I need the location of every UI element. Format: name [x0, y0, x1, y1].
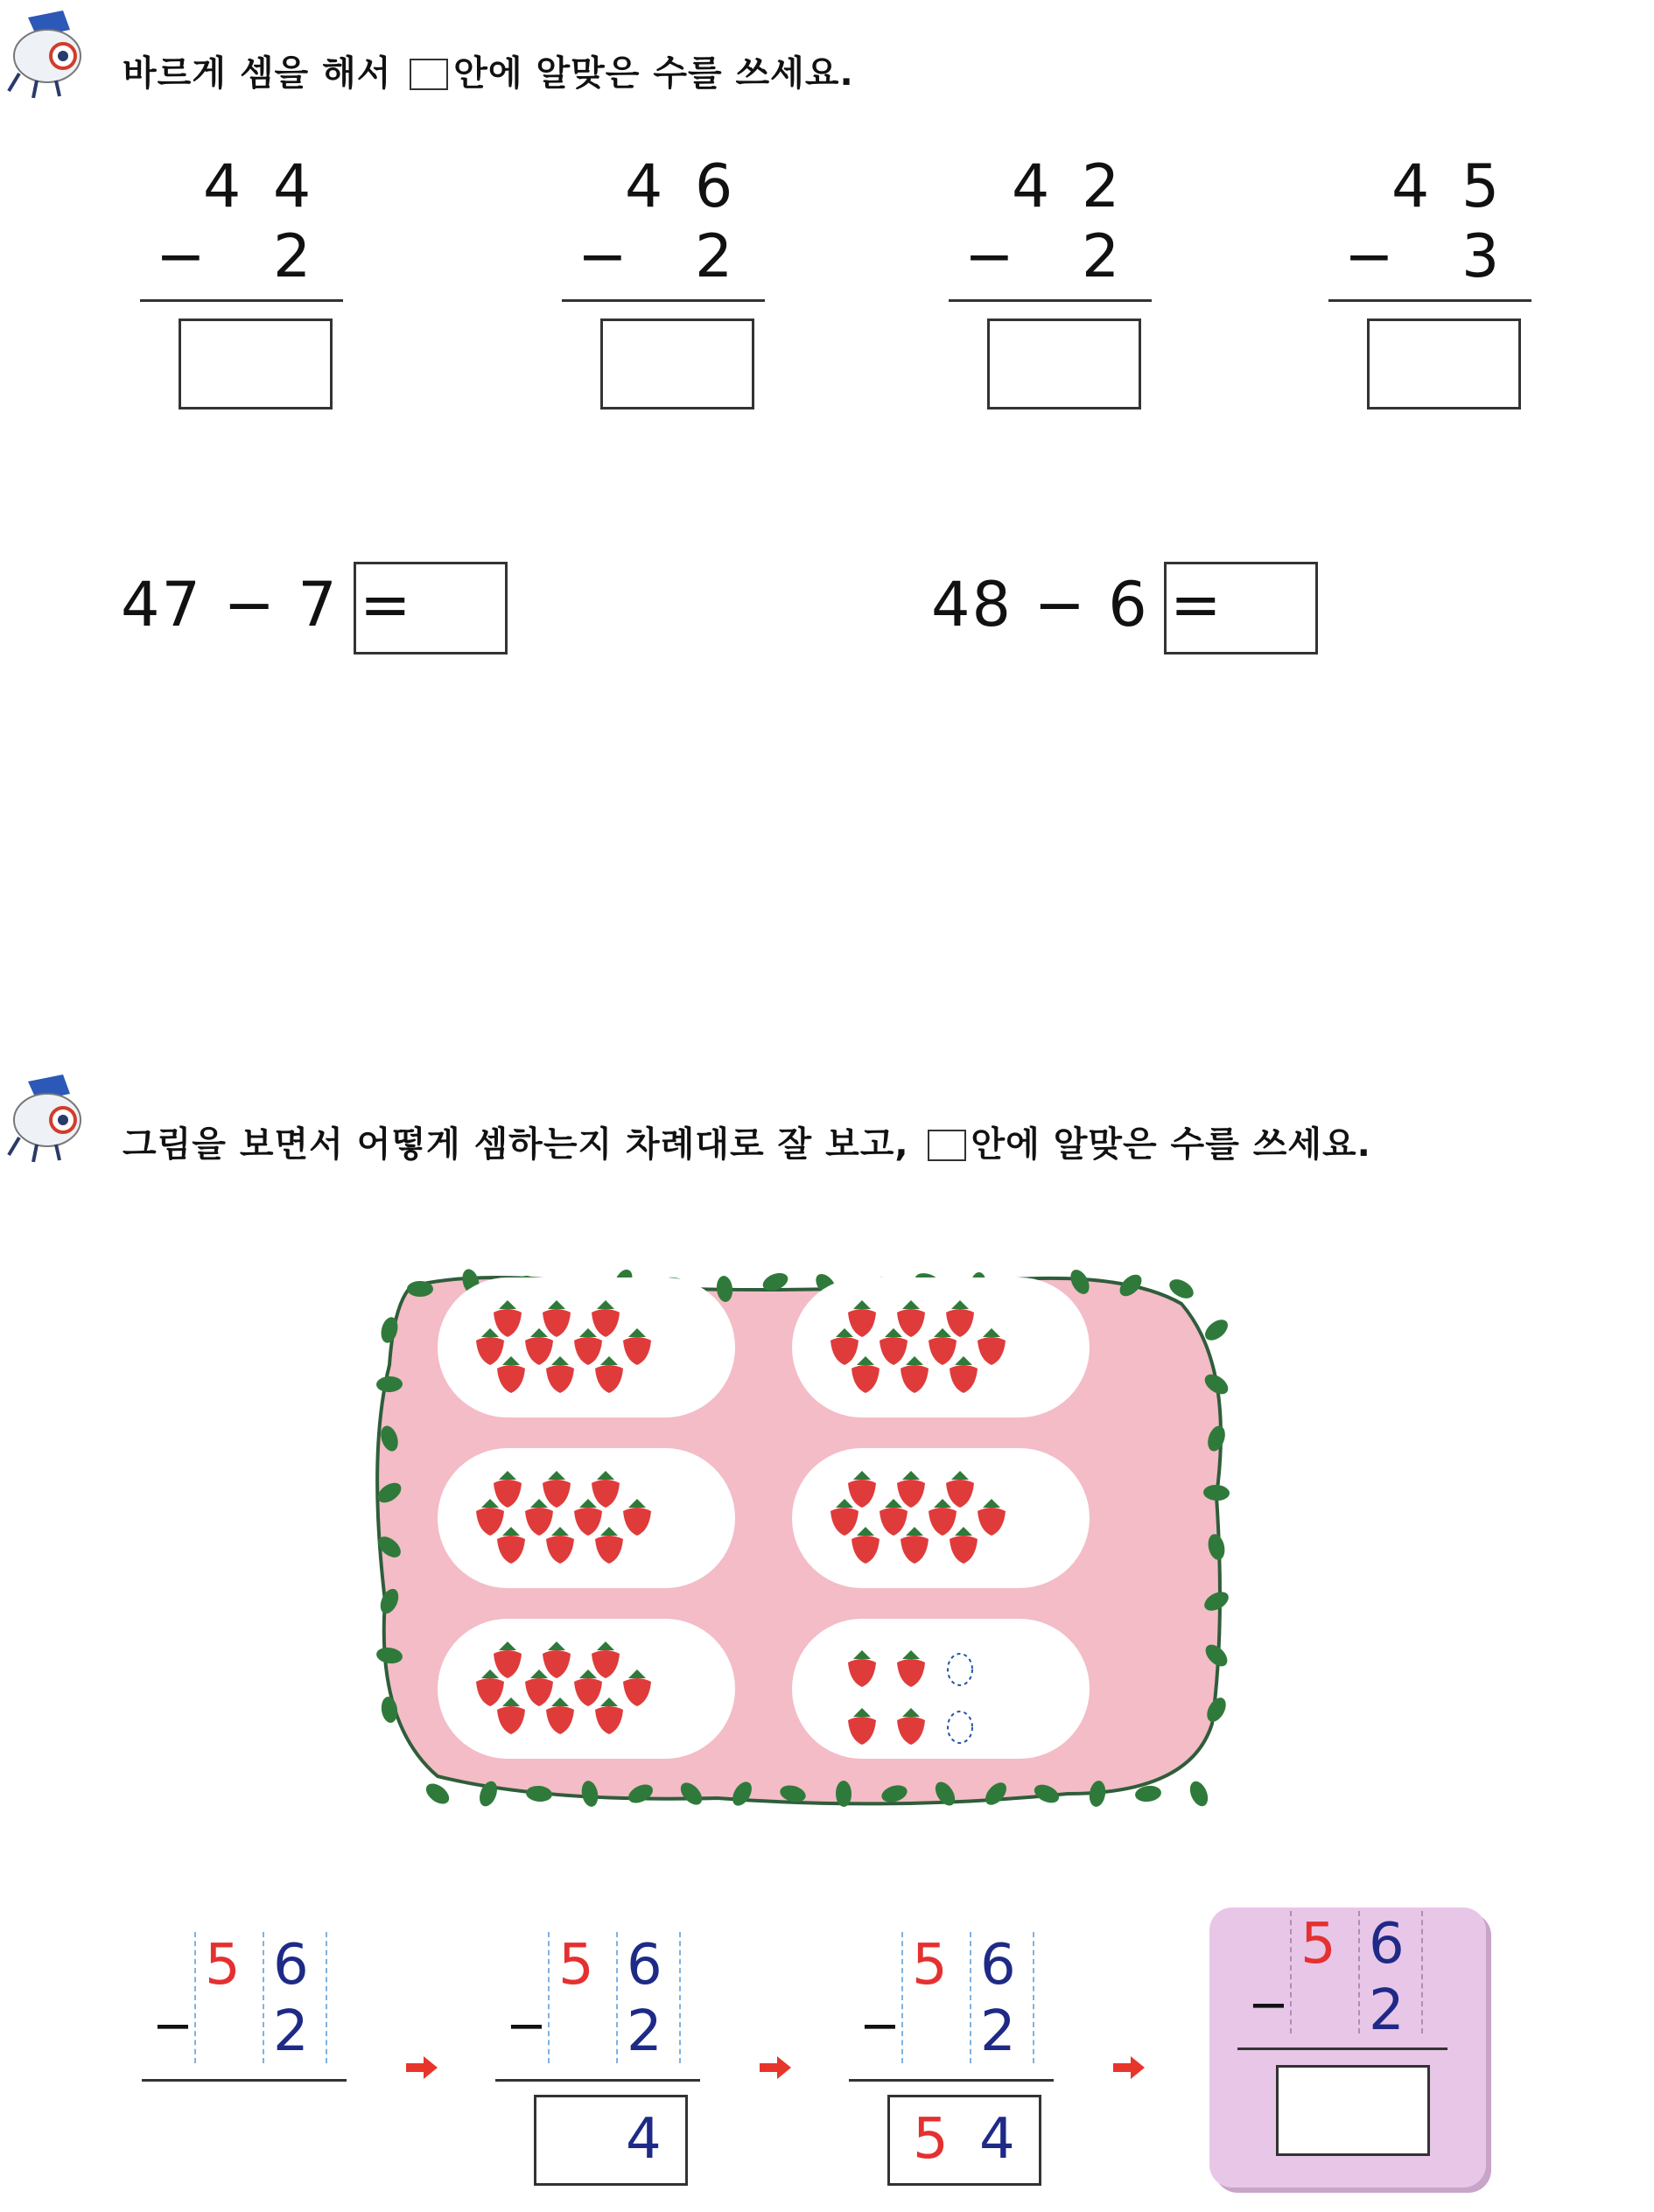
vertical-problem-3 [949, 152, 1159, 420]
answer-ones-digit: 4 [979, 2107, 1015, 2172]
equation-text: 48 − 6 = [931, 569, 1223, 640]
mascot-icon [2, 10, 98, 98]
answer-box[interactable] [534, 2095, 688, 2186]
tens-digit: 4 [203, 152, 242, 221]
minus-sign: − [1248, 1977, 1289, 2034]
subtrahend-digit: 2 [627, 1999, 662, 2064]
mascot-icon [2, 1074, 98, 1162]
subtrahend-digit: 2 [695, 222, 733, 291]
subtrahend-digit: 2 [273, 1999, 309, 2064]
leaf-icon [407, 1281, 433, 1297]
subtrahend-digit: 2 [1082, 222, 1120, 291]
final-problem [1236, 1911, 1463, 2191]
arrow-right-icon [1111, 2054, 1146, 2081]
ones-digit: 2 [1082, 152, 1120, 221]
instruction-text: 바르게 셈을 해서 [123, 53, 392, 94]
ones-digit: 6 [627, 1933, 662, 1998]
leaf-icon [423, 1780, 453, 1808]
ones-digit: 4 [273, 152, 312, 221]
answer-line [495, 2079, 700, 2082]
equation-text: 47 − 7 = [121, 569, 413, 640]
vertical-problem-4 [1328, 152, 1538, 420]
tens-digit: 4 [1012, 152, 1050, 221]
subtrahend-digit: 2 [1369, 1978, 1405, 2043]
horizontal-problem-2 [931, 560, 1334, 656]
column-guide [970, 1932, 971, 2063]
instruction-text: 안에 알맞은 수를 쓰세요. [453, 53, 854, 94]
answer-box[interactable] [987, 318, 1141, 410]
vertical-problem-1 [140, 152, 350, 420]
horizontal-problem-1 [121, 560, 523, 656]
blank-box-icon [410, 59, 448, 90]
answer-box[interactable] [1367, 318, 1521, 410]
ones-digit: 6 [1369, 1912, 1405, 1977]
blank-box-icon [928, 1130, 966, 1161]
minus-sign: − [156, 222, 206, 291]
ones-digit: 6 [980, 1933, 1016, 1998]
column-guide [1290, 1911, 1292, 2034]
answer-box[interactable] [1276, 2065, 1430, 2156]
ones-digit: 6 [695, 152, 733, 221]
ones-digit: 5 [1461, 152, 1500, 221]
subtrahend-digit: 3 [1461, 222, 1500, 291]
strawberry-tray [792, 1448, 1090, 1588]
column-guide [1421, 1911, 1423, 2034]
column-guide [1033, 1932, 1034, 2063]
tens-digit: 5 [558, 1933, 594, 1998]
tens-digit: 4 [1391, 152, 1430, 221]
column-guide [194, 1932, 196, 2063]
tens-digit: 5 [205, 1933, 241, 1998]
column-guide [548, 1932, 550, 2063]
ones-digit: 6 [273, 1933, 309, 1998]
answer-box[interactable] [354, 562, 508, 654]
arrow-right-icon [404, 2054, 439, 2081]
minus-sign: − [859, 1998, 901, 2054]
subtrahend-digit: 2 [980, 1999, 1016, 2064]
column-guide [263, 1932, 264, 2063]
minus-sign: − [1344, 222, 1394, 291]
column-guide [679, 1932, 681, 2063]
answer-box[interactable] [887, 2095, 1041, 2186]
leaf-icon [1202, 1316, 1232, 1345]
tens-digit: 5 [1300, 1912, 1336, 1977]
strawberry-tray [438, 1448, 735, 1588]
tens-digit: 4 [625, 152, 663, 221]
strawberry-tray [438, 1619, 735, 1759]
column-guide [901, 1932, 903, 2063]
answer-line [949, 299, 1152, 302]
minus-sign: − [152, 1998, 193, 2054]
subtrahend-digit: 2 [273, 222, 312, 291]
column-guide [616, 1932, 618, 2063]
strawberry-tray-illustration [350, 1234, 1260, 1838]
answer-tens-digit: 5 [913, 2107, 949, 2172]
column-guide [1358, 1911, 1360, 2034]
minus-sign: − [578, 222, 627, 291]
answer-line [140, 299, 343, 302]
tray-slot [792, 1619, 1090, 1759]
answer-line [1237, 2048, 1447, 2050]
arrow-right-icon [758, 2054, 793, 2081]
strawberry-tray [438, 1278, 735, 1418]
vertical-problem-2 [562, 152, 772, 420]
answer-line [849, 2079, 1054, 2082]
minus-sign: − [506, 1998, 547, 2054]
answer-box[interactable] [179, 318, 333, 410]
leaf-icon [1187, 1779, 1211, 1810]
strawberry-tray [792, 1278, 1090, 1418]
step-1 [140, 1932, 368, 2212]
section1-instruction [123, 46, 854, 95]
answer-line [142, 2079, 347, 2082]
step-3 [847, 1932, 1075, 2212]
answer-line [1328, 299, 1531, 302]
tens-digit: 5 [912, 1933, 948, 1998]
section2-instruction [123, 1116, 1371, 1166]
answer-line [562, 299, 765, 302]
final-problem-card [1209, 1908, 1486, 2188]
instruction-text: 그림을 보면서 어떻게 셈하는지 차례대로 잘 보고, [123, 1124, 909, 1165]
instruction-text: 안에 알맞은 수를 쓰세요. [971, 1124, 1371, 1165]
strawberry-tray [792, 1619, 1090, 1759]
answer-box[interactable] [600, 318, 754, 410]
column-guide [326, 1932, 327, 2063]
answer-ones-digit: 4 [626, 2107, 662, 2172]
step-2 [494, 1932, 721, 2212]
minus-sign: − [964, 222, 1014, 291]
answer-box[interactable] [1164, 562, 1318, 654]
